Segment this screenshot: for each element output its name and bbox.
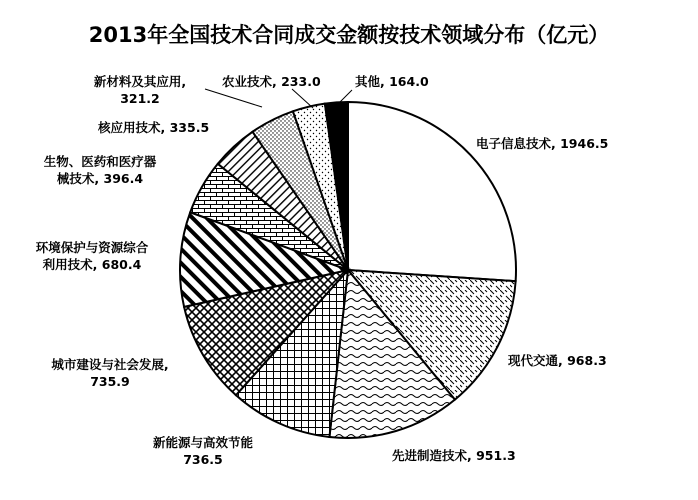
slice-label: 环境保护与资源综合利用技术, 680.4 <box>35 240 149 272</box>
slice-label: 新材料及其应用, 321.2 <box>93 74 187 106</box>
slice-label: 现代交通, 968.3 <box>508 353 607 368</box>
slice-label: 农业技术, 233.0 <box>222 74 321 89</box>
slice-label: 新能源与高效节能 736.5 <box>152 435 254 467</box>
pie-slices <box>180 102 516 438</box>
slice-label: 城市建设与社会发展, 735.9 <box>51 357 169 389</box>
slice-label: 生物、医药和医疗器械技术, 396.4 <box>43 154 157 186</box>
slice-label: 电子信息技术, 1946.5 <box>476 136 609 151</box>
pie-slice <box>348 102 516 281</box>
slice-label: 先进制造技术, 951.3 <box>392 448 516 463</box>
leader-line <box>292 89 313 108</box>
chart-title: 2013年全国技术合同成交金额按技术领域分布（亿元） <box>88 23 610 47</box>
slice-label: 核应用技术, 335.5 <box>98 120 210 135</box>
leader-line <box>205 89 262 107</box>
slice-label: 其他, 164.0 <box>355 74 429 89</box>
